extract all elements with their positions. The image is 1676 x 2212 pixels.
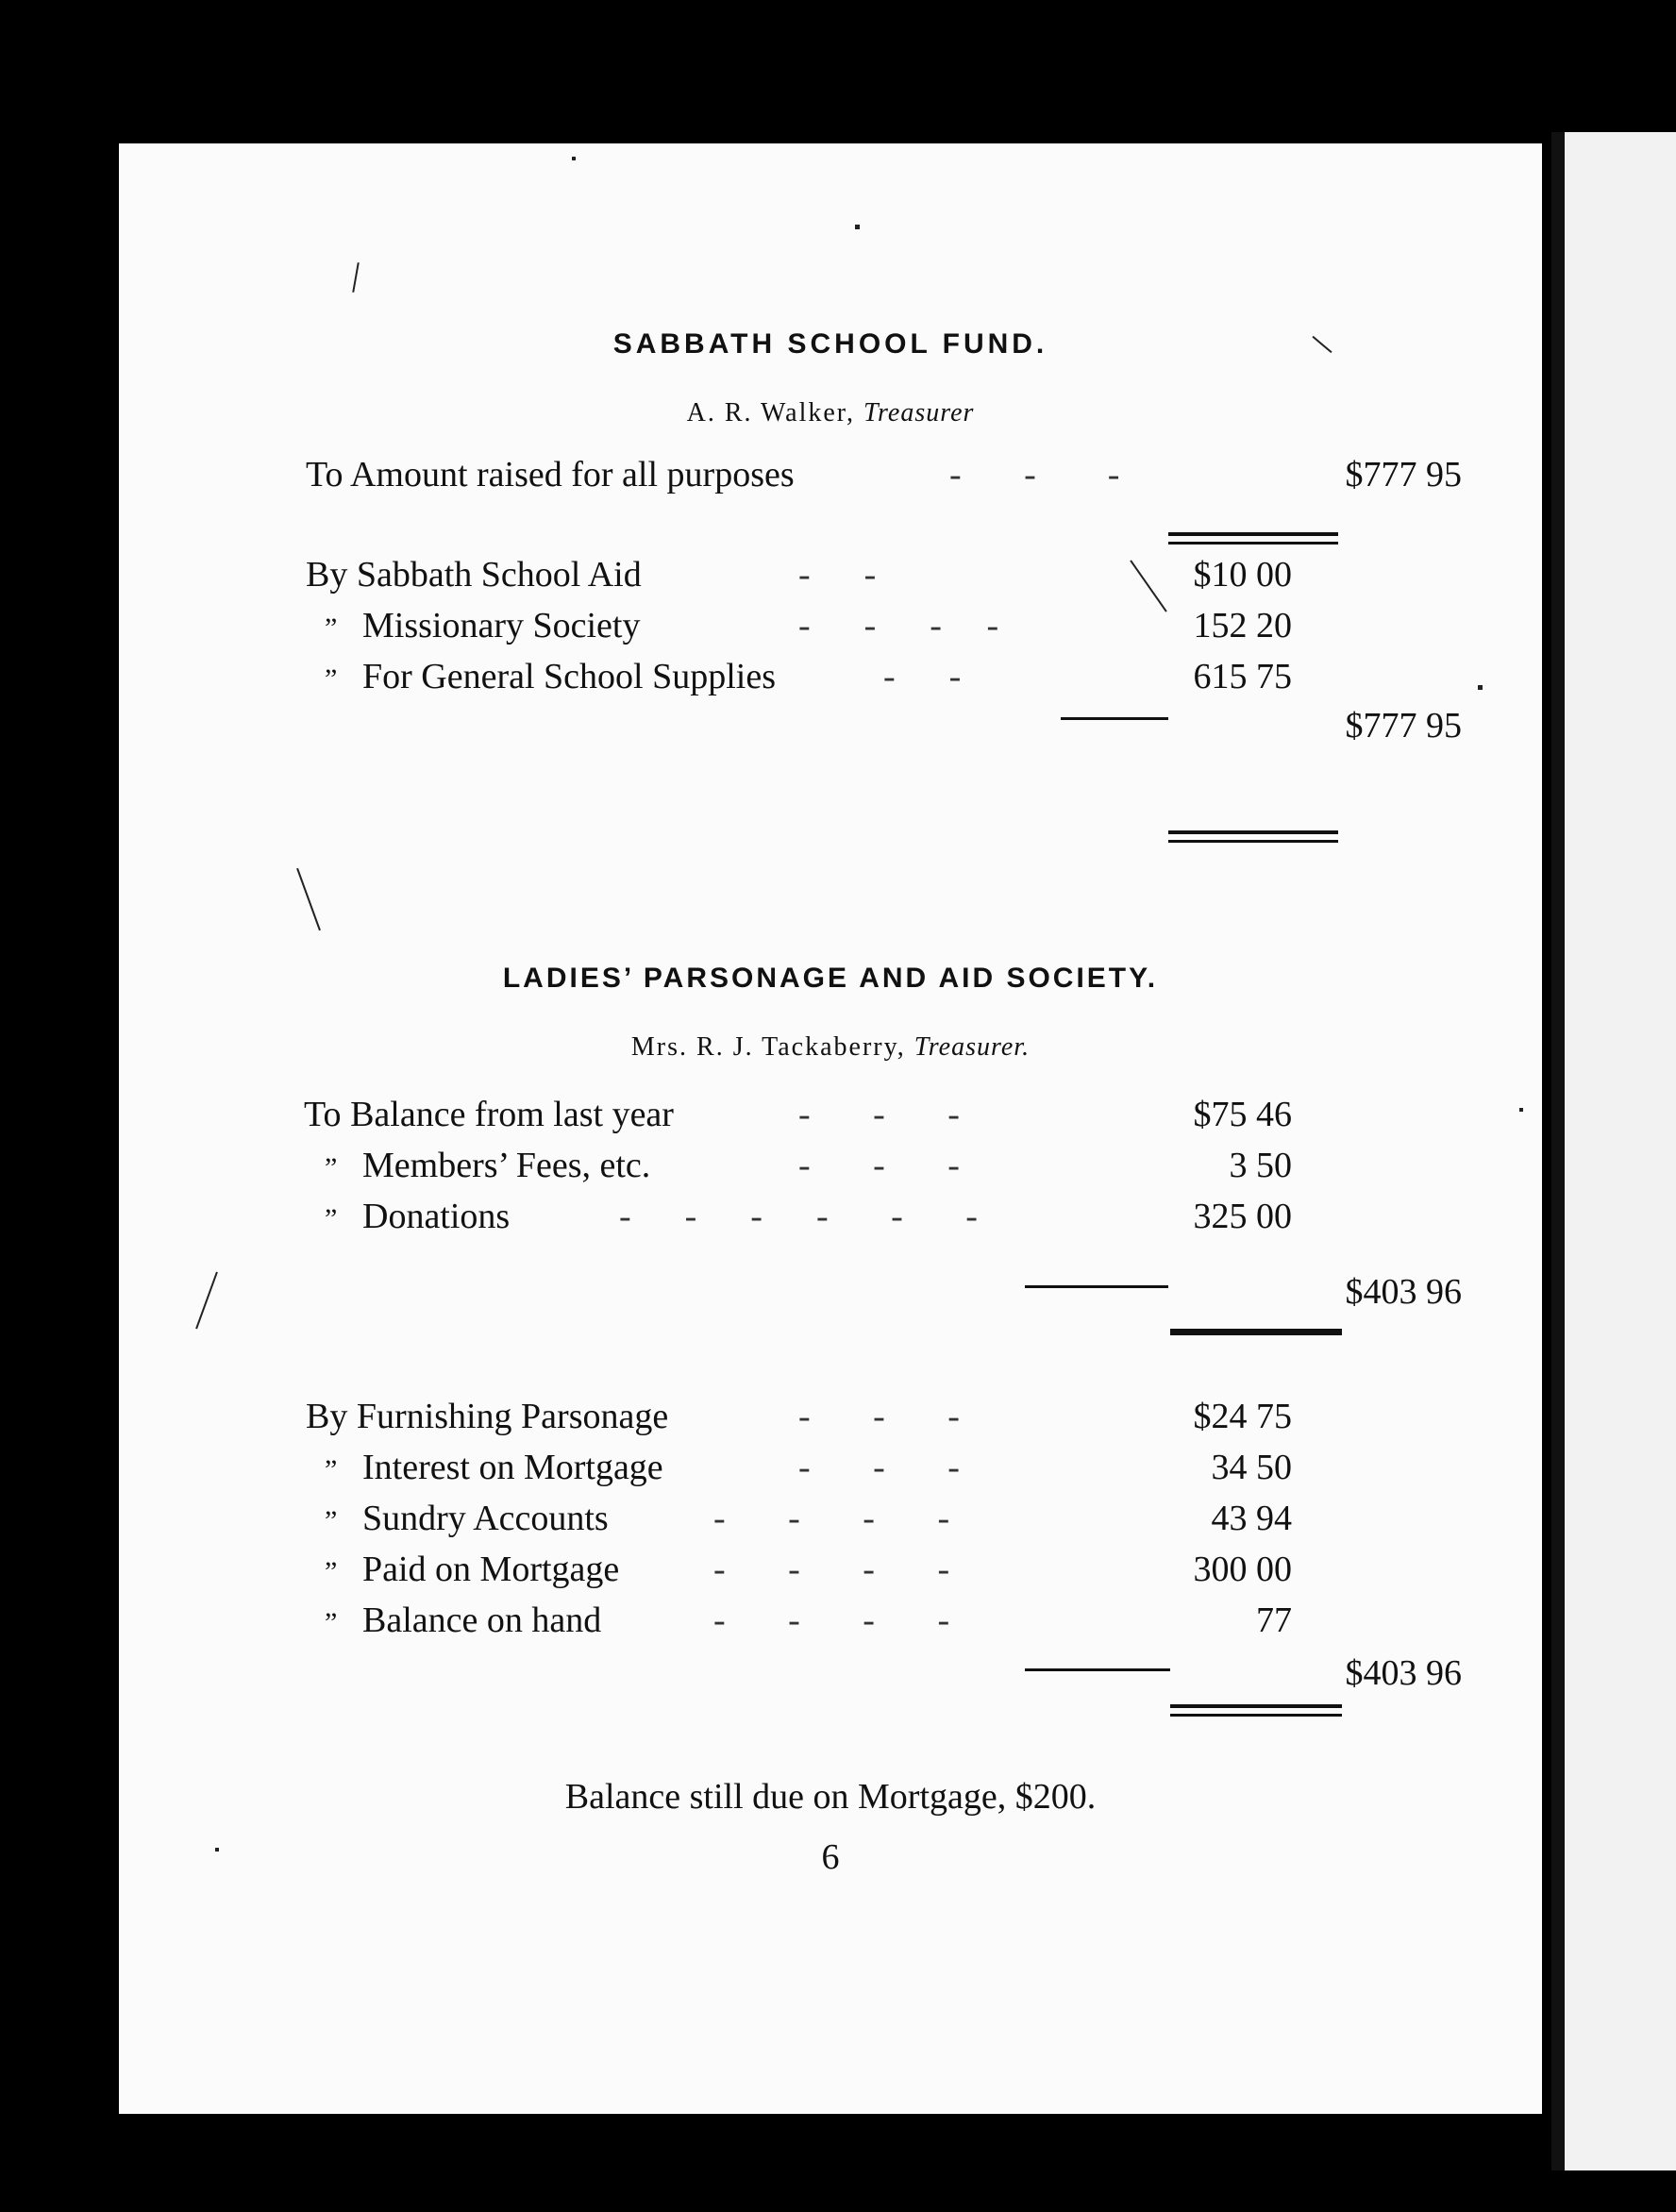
row-prefix: ”	[325, 1454, 338, 1485]
adjacent-page-edge	[1551, 132, 1676, 2170]
ladies-society-title: LADIES’ PARSONAGE AND AID SOCIETY.	[502, 963, 1159, 994]
row-prefix: ”	[325, 612, 338, 644]
double-rule	[1170, 1329, 1342, 1335]
double-rule-lower	[1168, 840, 1338, 843]
row-amount: 77	[1256, 1600, 1292, 1640]
ladies-receipt-row: To Balance from last year - - - $75 46	[119, 1091, 1542, 1138]
treasurer-role: Treasurer.	[913, 1032, 1031, 1062]
ladies-society-treasurer	[119, 1032, 1542, 1063]
row-prefix: ”	[325, 1607, 338, 1638]
sabbath-payments-total-row	[119, 702, 1542, 749]
row-amount: 615 75	[1193, 657, 1292, 696]
ink-speck	[855, 225, 860, 229]
treasurer-name: Mrs. R. J. Tackaberry,	[630, 1032, 906, 1062]
row-prefix: By	[306, 1397, 348, 1436]
ladies-payment-row: ” Interest on Mortgage - - - 34 50	[119, 1444, 1542, 1491]
row-amount: 300 00	[1193, 1550, 1292, 1589]
double-rule-lower	[1170, 1714, 1342, 1717]
row-label: Interest on Mortgage	[362, 1448, 663, 1487]
row-label: Balance on hand	[362, 1600, 602, 1640]
row-prefix: ”	[325, 1556, 338, 1587]
document-page	[119, 143, 1542, 2114]
sabbath-fund-treasurer	[119, 398, 1542, 428]
ladies-receipt-row: ” Members’ Fees, etc. - - - 3 50	[119, 1142, 1542, 1189]
ladies-payment-row: By Furnishing Parsonage - - - $24 75	[119, 1393, 1542, 1440]
row-amount: 325 00	[1193, 1197, 1292, 1236]
double-rule-lower	[1168, 542, 1338, 545]
double-rule	[1170, 1704, 1342, 1708]
row-label: Paid on Mortgage	[362, 1550, 620, 1589]
double-rule	[1168, 830, 1338, 834]
row-label: Missionary Society	[362, 606, 641, 645]
payments-total: $777 95	[1345, 706, 1462, 746]
treasurer-role: Treasurer	[863, 398, 975, 427]
row-label: For General School Supplies	[362, 657, 777, 696]
row-label: Sabbath School Aid	[356, 555, 642, 595]
treasurer-name: A. R. Walker,	[686, 398, 856, 427]
row-prefix: ”	[325, 1505, 338, 1536]
sabbath-payment-row: ” For General School Supplies - - 615 75	[119, 653, 1542, 700]
row-prefix: To	[304, 1095, 342, 1134]
row-amount: $10 00	[1193, 555, 1292, 595]
row-amount: 34 50	[1211, 1448, 1292, 1487]
row-label: Donations	[362, 1197, 511, 1236]
ink-mark	[352, 262, 360, 293]
row-prefix: By	[306, 555, 348, 595]
ink-speck	[572, 157, 576, 160]
ladies-receipts-total-row	[119, 1268, 1542, 1315]
row-prefix: ”	[325, 1152, 338, 1183]
payments-total: $403 96	[1345, 1653, 1462, 1693]
mortgage-note: Balance still due on Mortgage, $200.	[564, 1777, 1097, 1817]
row-amount: $75 46	[1193, 1095, 1292, 1134]
sabbath-payment-row: ” Missionary Society - - - - 152 20	[119, 602, 1542, 649]
page-spine	[1551, 132, 1565, 2170]
ladies-payment-row: ” Balance on hand - - - - 77	[119, 1597, 1542, 1644]
sabbath-fund-title: SABBATH SCHOOL FUND.	[612, 328, 1048, 360]
row-amount: 3 50	[1229, 1146, 1292, 1185]
receipt-total: $777 95	[1345, 455, 1462, 494]
ink-speck	[1478, 685, 1483, 690]
ladies-payments-total-row	[119, 1650, 1542, 1697]
row-amount: 43 94	[1211, 1499, 1292, 1538]
row-label: Sundry Accounts	[362, 1499, 609, 1538]
page-number: 6	[821, 1837, 840, 1877]
ladies-receipt-row: ” Donations - - - - - - 325 00	[119, 1193, 1542, 1240]
sabbath-payment-row: By Sabbath School Aid - - $10 00	[119, 551, 1542, 598]
ladies-payment-row: ” Paid on Mortgage - - - - 300 00	[119, 1546, 1542, 1593]
ink-speck	[1519, 1108, 1523, 1112]
row-label: Furnishing Parsonage	[356, 1397, 669, 1436]
double-rule	[1168, 532, 1338, 536]
row-prefix: ”	[325, 663, 338, 695]
row-amount: 152 20	[1193, 606, 1292, 645]
row-prefix: ”	[325, 1203, 338, 1234]
row-label: Members’ Fees, etc.	[362, 1146, 651, 1185]
ink-speck	[215, 1848, 219, 1852]
ink-mark	[296, 868, 321, 930]
sabbath-receipt-row: To Amount raised for all purposes - - - $777 95	[119, 451, 1542, 498]
row-label: Balance from last year	[350, 1095, 674, 1134]
ladies-payment-row: ” Sundry Accounts - - - - 43 94	[119, 1495, 1542, 1542]
receipts-total: $403 96	[1345, 1272, 1462, 1312]
receipt-label: To Amount raised for all purposes	[306, 455, 795, 494]
row-amount: $24 75	[1193, 1397, 1292, 1436]
